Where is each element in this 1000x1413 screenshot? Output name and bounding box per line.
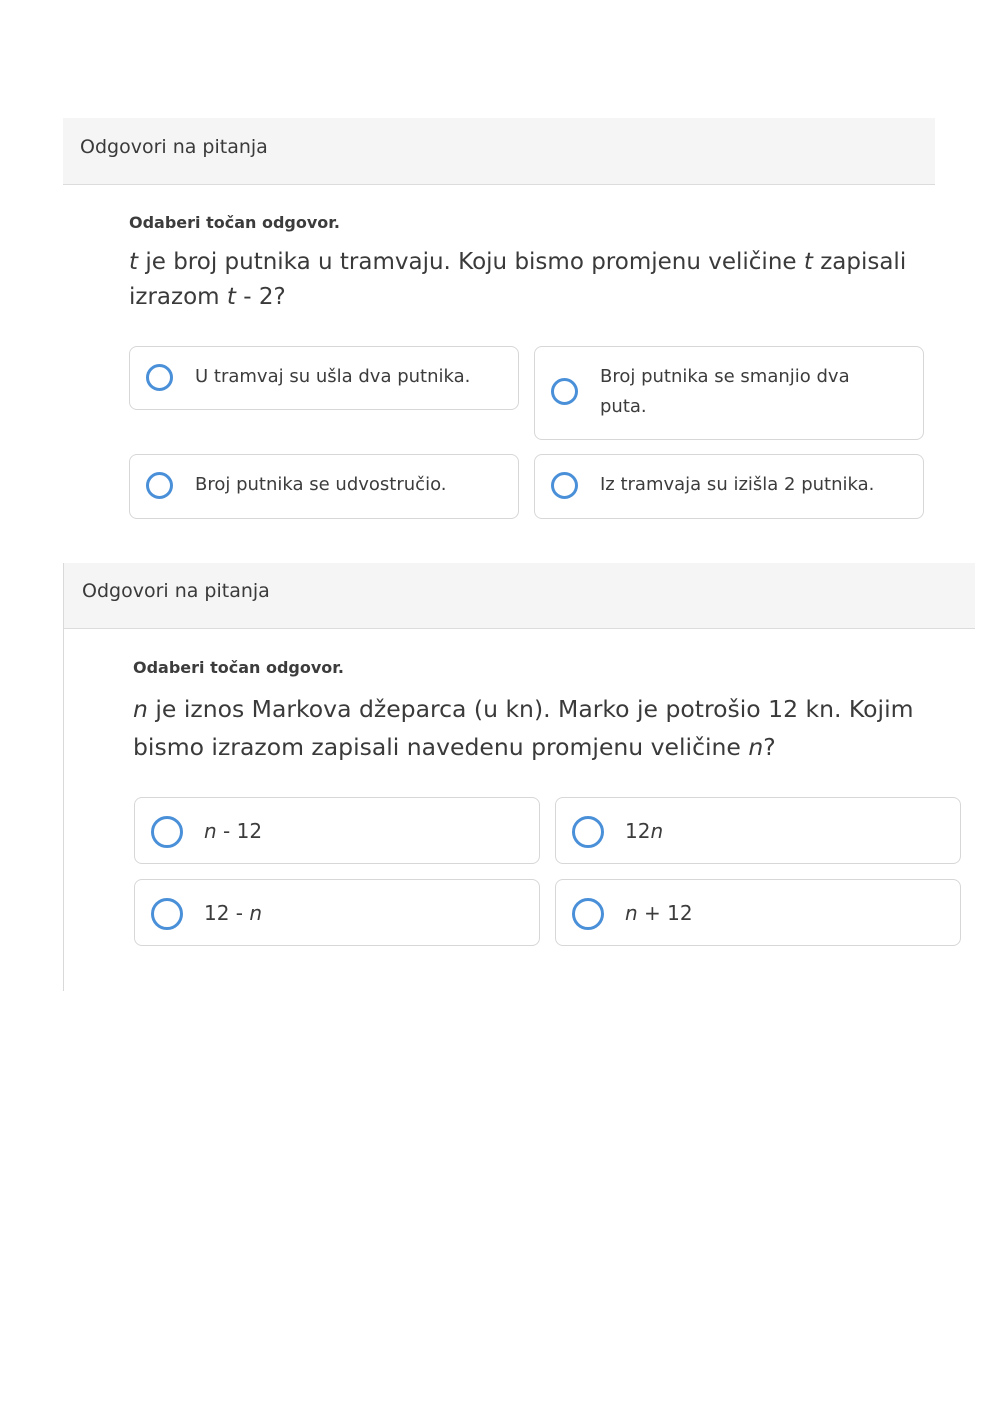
answer-option[interactable] bbox=[129, 346, 519, 410]
question-part: je broj putnika u tramvaju. Koju bismo promjenu veličine bbox=[138, 249, 804, 275]
answer-option-label bbox=[625, 899, 693, 927]
answer-option-label bbox=[625, 817, 663, 845]
instruction-text: Odaberi točan odgovor. bbox=[133, 658, 344, 677]
variable: n bbox=[249, 901, 263, 925]
panel-header bbox=[64, 563, 975, 629]
answer-option-label: Broj putnika se smanjio dva puta. bbox=[600, 366, 850, 417]
answer-option[interactable] bbox=[555, 797, 961, 864]
answer-option[interactable] bbox=[534, 454, 924, 519]
expr-pre: 12 bbox=[625, 819, 651, 843]
variable: t bbox=[226, 284, 236, 310]
answer-option-label: Iz tramvaja su izišla 2 putnika. bbox=[600, 474, 875, 495]
radio-unchecked-icon[interactable] bbox=[146, 472, 173, 499]
answer-option[interactable] bbox=[129, 454, 519, 519]
variable: n bbox=[133, 695, 148, 723]
answer-option-label bbox=[204, 899, 262, 927]
radio-unchecked-icon[interactable] bbox=[151, 816, 183, 848]
answer-option[interactable] bbox=[534, 346, 924, 440]
expr-post: - 12 bbox=[216, 819, 263, 843]
answer-option-label: Broj putnika se udvostručio. bbox=[195, 474, 447, 495]
radio-unchecked-icon[interactable] bbox=[151, 898, 183, 930]
variable: n bbox=[204, 819, 217, 843]
radio-unchecked-icon[interactable] bbox=[551, 378, 578, 405]
answer-option-label bbox=[204, 817, 262, 845]
panel-title: Odgovori na pitanja bbox=[80, 136, 268, 158]
expr-post: + 12 bbox=[637, 901, 693, 925]
radio-unchecked-icon[interactable] bbox=[572, 816, 604, 848]
question-part: je iznos Markova džeparca (u kn). Marko je potrošio 12 kn. Kojim bismo izrazom zapisali navedenu promjenu veličine bbox=[133, 695, 914, 761]
variable: n bbox=[650, 819, 664, 843]
answer-option[interactable] bbox=[134, 797, 540, 864]
question-text bbox=[129, 245, 929, 315]
question-part: ? bbox=[763, 733, 776, 761]
panel-title: Odgovori na pitanja bbox=[82, 580, 270, 602]
variable: n bbox=[748, 733, 764, 761]
radio-unchecked-icon[interactable] bbox=[572, 898, 604, 930]
radio-unchecked-icon[interactable] bbox=[146, 364, 173, 391]
question-panel-1 bbox=[63, 118, 935, 538]
answer-option[interactable] bbox=[134, 879, 540, 946]
answer-option[interactable] bbox=[555, 879, 961, 946]
question-part: zapisali izrazom bbox=[129, 249, 907, 310]
expr-pre: 12 - bbox=[204, 901, 250, 925]
variable: t bbox=[129, 249, 139, 275]
radio-unchecked-icon[interactable] bbox=[551, 472, 578, 499]
question-text bbox=[133, 690, 963, 766]
variable: t bbox=[803, 249, 813, 275]
question-panel-2 bbox=[63, 563, 975, 991]
answer-option-label: U tramvaj su ušla dva putnika. bbox=[195, 366, 471, 387]
panel-header bbox=[63, 118, 935, 185]
variable: n bbox=[625, 901, 638, 925]
question-part: - 2? bbox=[235, 284, 286, 310]
instruction-text: Odaberi točan odgovor. bbox=[129, 213, 340, 232]
